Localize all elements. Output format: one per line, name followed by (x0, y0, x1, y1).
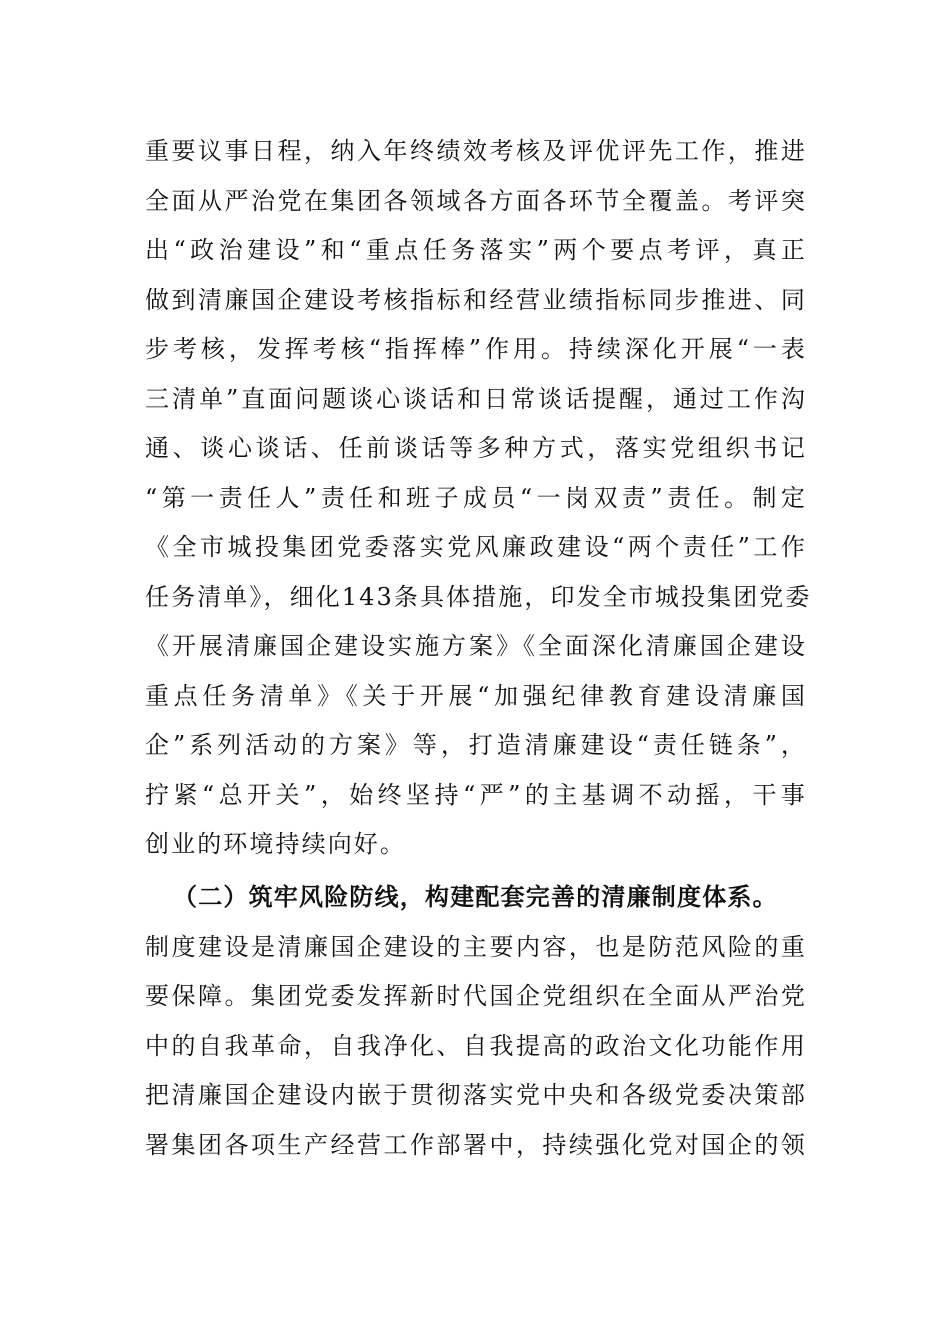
paragraph-line: 步考核，发挥考核“指挥棒”作用。持续深化开展“一表 (145, 335, 807, 363)
paragraph-line: 创业的环境持续向好。 (145, 830, 406, 858)
paragraph-line: 署集团各项生产经营工作部署中，持续强化党对国企的领 (145, 1130, 807, 1159)
paragraph-line: 三清单”直面问题谈心谈话和日常谈话提醒，通过工作沟 (145, 384, 807, 413)
paragraph-line: 任务清单》，细化143条具体措施，印发全市城投集团党委 (145, 582, 812, 611)
paragraph-line: 把清廉国企建设内嵌于贯彻落实党中央和各级党委决策部 (145, 1081, 807, 1109)
paragraph-line: 企”系列活动的方案》等，打造清廉建设“责任链条”， (145, 731, 807, 759)
section-heading: （二）筑牢风险防线，构建配套完善的清廉制度体系。 (173, 883, 778, 911)
paragraph-1 (145, 127, 812, 870)
paragraph-line: 通、谈心谈话、任前谈话等多种方式，落实党组织书记 (145, 434, 807, 462)
paragraph-line: 中的自我革命，自我净化、自我提高的政治文化功能作用 (145, 1031, 807, 1060)
paragraph-line: “第一责任人”责任和班子成员“一岗双责”责任。制定 (145, 483, 807, 512)
paragraph-line: 全面从严治党在集团各领域各方面各环节全覆盖。考评突 (145, 186, 807, 215)
paragraph-line: 拧紧“总开关”，始终坚持“严”的主基调不动摇，干事 (145, 780, 807, 809)
section-2 (145, 873, 807, 1170)
paragraph-line: 重要议事日程，纳入年终绩效考核及评优评先工作，推进 (145, 137, 807, 165)
paragraph-line: 要保障。集团党委发挥新时代国企党组织在全面从严治党 (145, 982, 807, 1010)
paragraph-line: 重点任务清单》《关于开展“加强纪律教育建设清廉国 (145, 681, 807, 710)
paragraph-line: 《开展清廉国企建设实施方案》《全面深化清廉国企建设 (145, 632, 807, 660)
paragraph-line: 出“政治建设”和“重点任务落实”两个要点考评，真正 (145, 236, 807, 264)
paragraph-line: 做到清廉国企建设考核指标和经营业绩指标同步推进、同 (145, 285, 807, 314)
paragraph-line: 《全市城投集团党委落实党风廉政建设“两个责任”工作 (145, 533, 807, 561)
paragraph-line: 制度建设是清廉国企建设的主要内容，也是防范风险的重 (145, 932, 807, 961)
